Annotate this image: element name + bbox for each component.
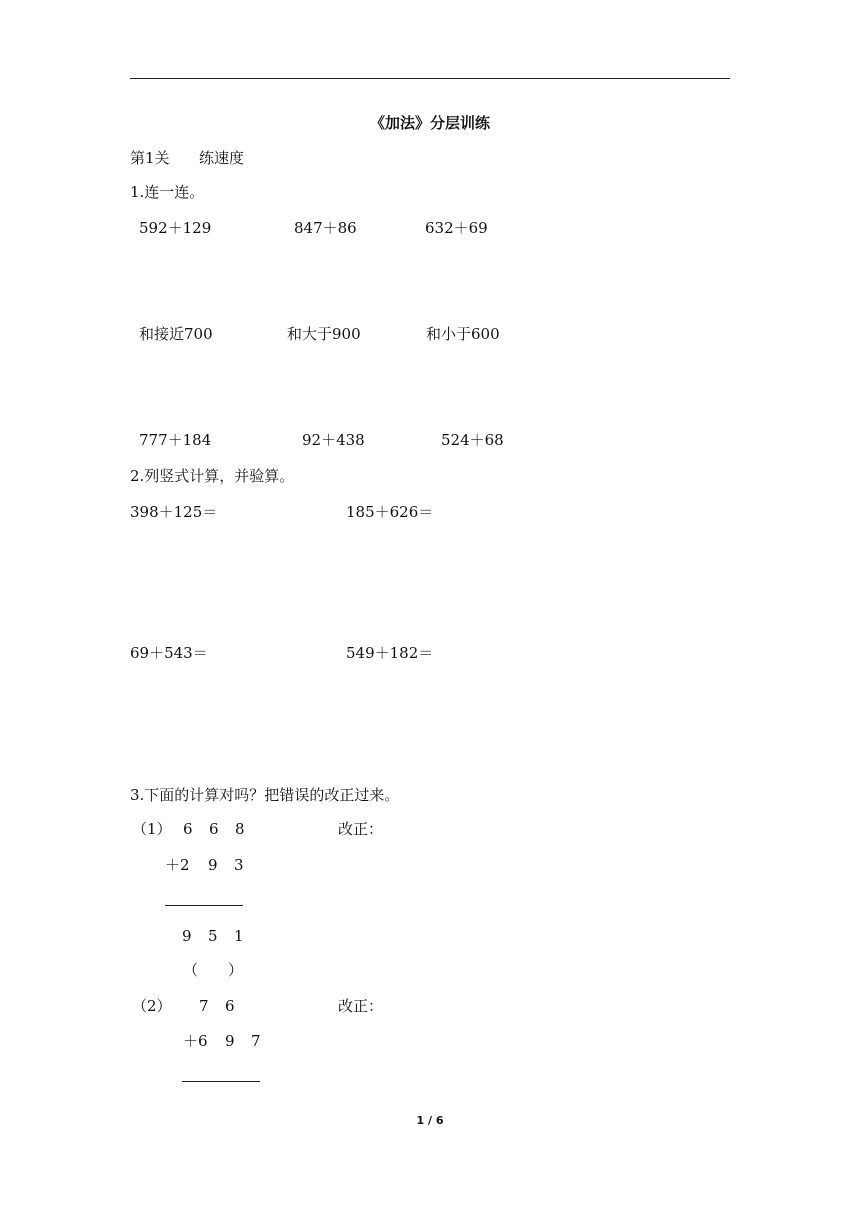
q3-p1-sum-line [165,905,243,906]
q3-p1-fix-label: 改正： [338,820,384,838]
q2-heading: 2.列竖式计算，并验算。 [130,467,295,485]
q3-p2-label: （2） [132,997,172,1015]
q1-bottom-expr-3: 524＋68 [441,431,504,449]
q3-p2-addend-1 [199,996,251,1016]
q3-p1-plus-sign: ＋2 [165,856,190,874]
digit: 9 [182,927,192,945]
q3-p1-result [182,926,260,946]
q1-bottom-expr-2: 92＋438 [302,431,365,449]
digit: 6 [225,997,235,1015]
digit: 3 [234,856,244,874]
q2-item-1: 398＋125＝ [130,503,218,521]
q3-p1-label: （1） [132,820,172,838]
digit: 5 [208,927,218,945]
digit: 9 [208,856,218,874]
q1-top-expr-2: 847＋86 [294,219,357,237]
q3-p1-addend-2 [208,855,260,875]
q3-heading: 3.下面的计算对吗？把错误的改正过来。 [130,786,400,804]
q3-p2-sum-line [182,1081,260,1082]
q3-p1-addend-1 [183,819,261,839]
page-number: 1 / 6 [416,1114,444,1127]
q1-bottom-expr-1: 777＋184 [139,431,212,449]
digit: 1 [234,927,244,945]
digit: 6 [209,820,219,838]
q3-p2-fix-label: 改正： [338,997,384,1015]
q3-p2-plus-sign: ＋6 [183,1032,208,1050]
q1-top-expr-1: 592＋129 [139,219,212,237]
q1-middle-label-1: 和接近700 [139,325,213,343]
digit: 6 [183,820,193,838]
digit: 9 [225,1032,235,1050]
page-title: 《加法》分层训练 [369,114,490,132]
q2-item-4: 549＋182＝ [346,644,434,662]
q1-top-expr-3: 632＋69 [425,219,488,237]
q3-p2-addend-2 [225,1031,277,1051]
q3-p1-judge-blank[interactable]: （ ） [183,961,244,979]
q2-item-3: 69＋543＝ [130,644,208,662]
q2-item-2: 185＋626＝ [346,503,434,521]
level-label: 第1关 [130,149,170,167]
digit: 7 [251,1032,261,1050]
digit: 8 [235,820,245,838]
q1-middle-label-2: 和大于900 [287,325,361,343]
header-rule [130,78,730,79]
q1-heading: 1.连一连。 [130,183,205,201]
q1-middle-label-3: 和小于600 [426,325,500,343]
digit: 7 [199,997,209,1015]
level-name: 练速度 [199,149,245,167]
